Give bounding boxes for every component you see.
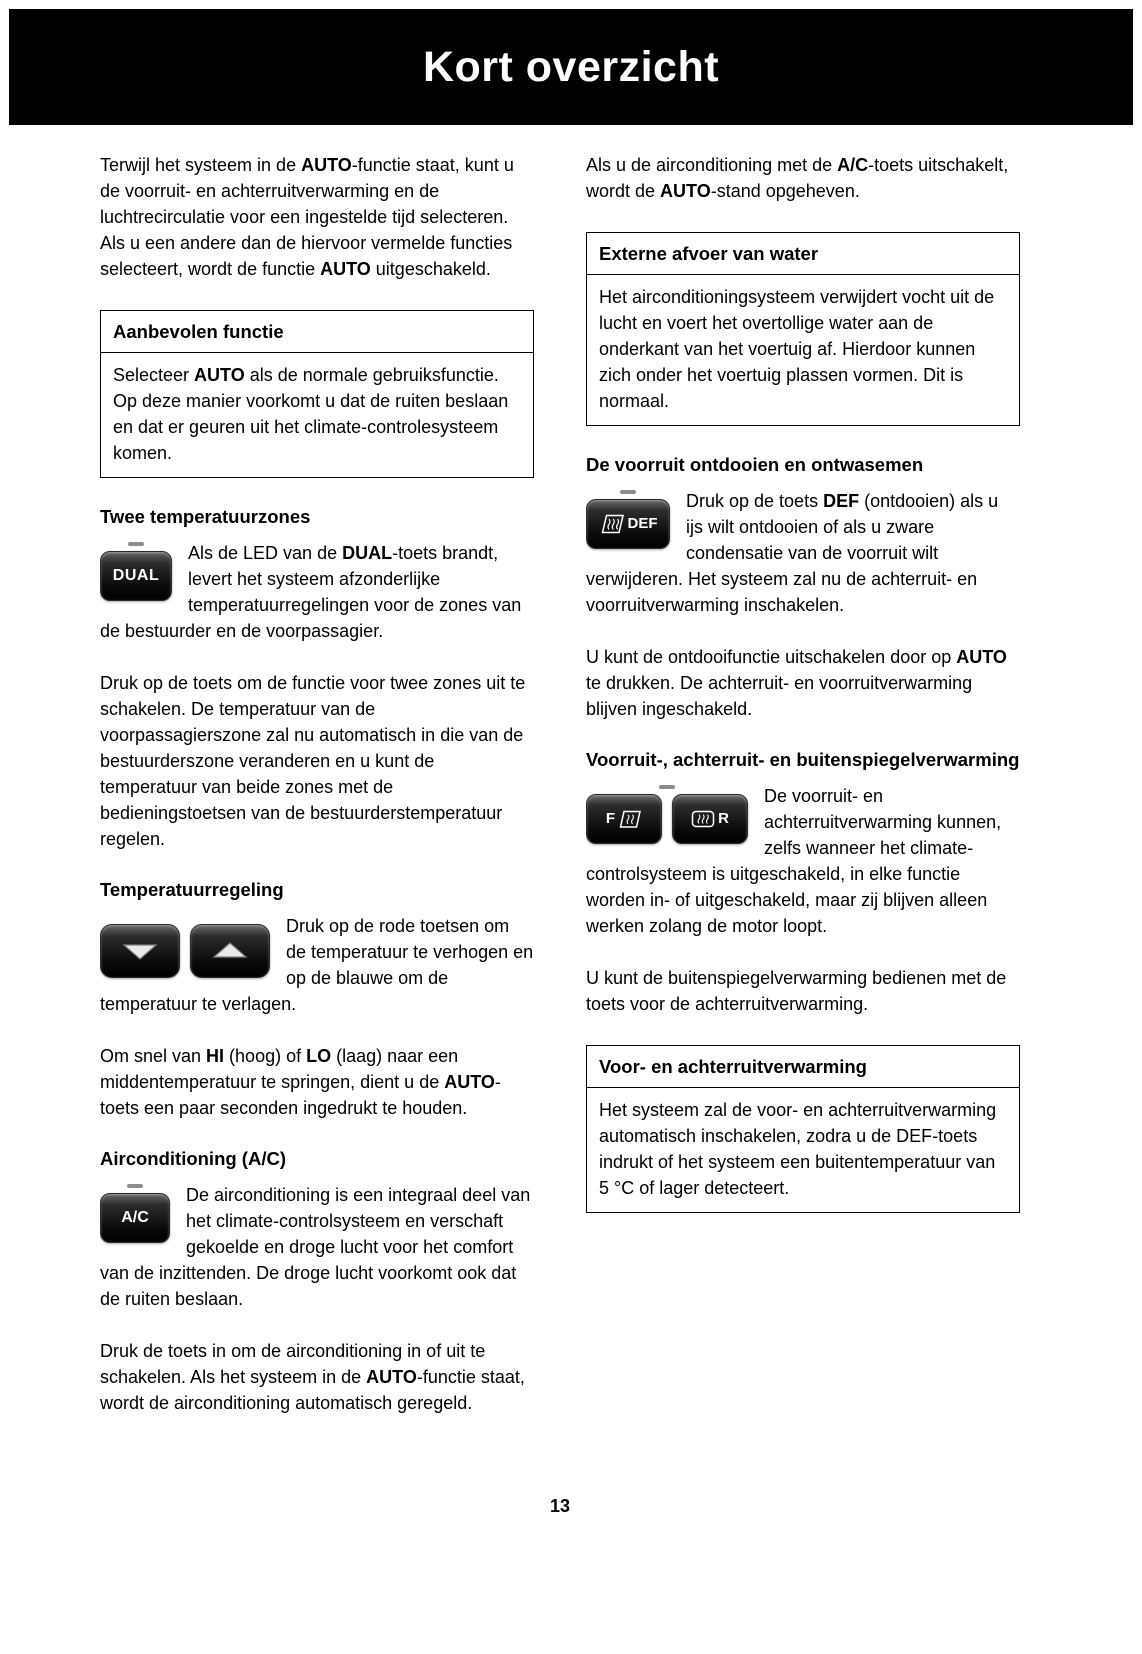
section-heading-ac: Airconditioning (A/C) <box>100 1148 286 1169</box>
note-box-water-drain <box>586 232 1020 426</box>
paragraph: Om snel van HI (hoog) of LO (laag) naar een middentemperatuur te springen, dient u de AUTO-toets een paar seconden ingedrukt te houden. <box>100 1046 501 1118</box>
rear-window-heat-icon <box>691 809 715 829</box>
left-column <box>100 152 534 1429</box>
right-column <box>586 152 1020 1429</box>
temp-up-button <box>190 924 270 978</box>
section-heading-temperature: Temperatuurregeling <box>100 879 284 900</box>
intro-paragraph: Terwijl het systeem in de AUTO-functie staat, kunt u de voorruit- en achterruitverwarming en de luchtrecirculatie voor een ingestelde tijd selecteren. Als u een andere dan de hiervoor vermelde functies selecteert, wordt de functie AUTO uitgeschakeld. <box>100 155 514 279</box>
page-number: 13 <box>549 1496 571 1516</box>
temperature-illustration-block <box>100 913 534 1030</box>
intro-paragraph: Als u de airconditioning met de A/C-toets uitschakelt, wordt de AUTO-stand opgeheven. <box>586 155 1009 201</box>
led-indicator <box>127 1184 143 1188</box>
led-spacer <box>100 915 270 924</box>
content-columns <box>100 152 1020 1429</box>
paragraph: U kunt de buitenspiegelverwarming bedienen met de toets voor de achterruitverwarming. <box>586 968 1007 1014</box>
heaters-illustration-block <box>586 783 1020 952</box>
dual-button-face <box>100 551 172 601</box>
heater-buttons <box>586 785 748 844</box>
ac-button-label: A/C <box>121 1209 149 1226</box>
ac-illustration-block <box>100 1182 534 1325</box>
temperature-buttons <box>100 915 270 978</box>
paragraph: U kunt de ontdooifunctie uitschakelen door op AUTO te drukken. De achterruit- en voorruitverwarming blijven ingeschakeld. <box>586 647 1007 719</box>
led-indicator <box>659 785 675 789</box>
note-box-heater-auto <box>586 1045 1020 1213</box>
front-windshield-heat-icon <box>618 809 642 829</box>
defrost-windshield-icon <box>599 513 625 535</box>
front-window-heat-button <box>586 794 662 844</box>
note-box-title: Voor- en achterruitverwarming <box>587 1046 1019 1088</box>
section-heading-defrost: De voorruit ontdooien en ontwasemen <box>586 454 924 475</box>
paragraph: De airconditioning is een integraal deel van het climate-controlsysteem en verschaft gekoelde en droge lucht voor het comfort van de inzittenden. De droge lucht voorkomt ook dat de ruiten beslaan. <box>100 1185 531 1309</box>
paragraph: Druk op de toets om de functie voor twee zones uit te schakelen. De temperatuur van de voorpassagierszone zal nu automatisch in die van de bestuurderszone veranderen en u kunt de temperatuur van beide zones met de bedieningstoetsen van de bestuurderstemperatuur regelen. <box>100 673 526 849</box>
note-box-title: Externe afvoer van water <box>587 233 1019 275</box>
paragraph: De voorruit- en achterruitverwarming kunnen, zelfs wanneer het climate-controlsysteem is uitgeschakeld, in elke functie worden in- of uitgeschakeld, maar zij blijven alleen werken zolang de motor loopt. <box>586 786 1002 936</box>
def-button <box>586 490 670 549</box>
page-header <box>9 9 1133 125</box>
note-box-body: Het airconditioningsysteem verwijdert vocht uit de lucht en voert het overtollige water aan de onderkant van het voertuig af. Hierdoor kunnen zich onder het voertuig plassen vormen. Dit is normaal. <box>599 287 995 411</box>
section-heading-dual: Twee temperatuurzones <box>100 506 311 527</box>
note-box-title: Aanbevolen functie <box>101 311 533 353</box>
paragraph: Druk op de rode toetsen om de temperatuur te verhogen en op de blauwe om de temperatuur te verlagen. <box>100 916 534 1014</box>
temp-down-button <box>100 924 180 978</box>
paragraph: Druk op de toets DEF (ontdooien) als u ijs wilt ontdooien of als u zware condensatie van de voorruit wilt verwijderen. Het systeem zal nu de achterruit- en voorruitverwarming inschakelen. <box>586 491 999 615</box>
note-box-body: Selecteer AUTO als de normale gebruiksfunctie. Op deze manier voorkomt u dat de ruiten beslaan en dat er geuren uit het climate-controlesysteem komen. <box>113 365 509 463</box>
rear-window-heat-button <box>672 794 748 844</box>
paragraph: Als de LED van de DUAL-toets brandt, levert het systeem afzonderlijke temperatuurregelingen voor de zones van de bestuurder en de voorpassagier. <box>100 543 522 641</box>
def-button-face <box>586 499 670 549</box>
led-indicator <box>620 490 636 494</box>
ac-button <box>100 1184 170 1243</box>
note-box-recommended <box>100 310 534 478</box>
note-box-body: Het systeem zal de voor- en achterruitverwarming automatisch inschakelen, zodra u de DEF-toets indrukt of het systeem een buitentemperatuur van 5 °C of lager detecteert. <box>599 1100 997 1198</box>
page-title: Kort overzicht <box>422 42 720 91</box>
section-heading-heaters: Voorruit-, achterruit- en buitenspiegelverwarming <box>586 749 1020 770</box>
def-button-label: DEF <box>627 515 658 532</box>
paragraph: Druk de toets in om de airconditioning in of uit te schakelen. Als het systeem in de AUTO-functie staat, wordt de airconditioning automatisch geregeld. <box>100 1341 525 1413</box>
arrow-down-icon <box>121 940 159 962</box>
dual-illustration-block <box>100 540 534 657</box>
ac-button-face <box>100 1193 170 1243</box>
defrost-illustration-block <box>586 488 1020 631</box>
led-indicator <box>128 542 144 546</box>
front-button-label: F <box>605 810 616 827</box>
rear-button-label: R <box>718 810 729 827</box>
arrow-up-icon <box>211 940 249 962</box>
dual-button-label: DUAL <box>112 567 160 584</box>
dual-button <box>100 542 172 601</box>
